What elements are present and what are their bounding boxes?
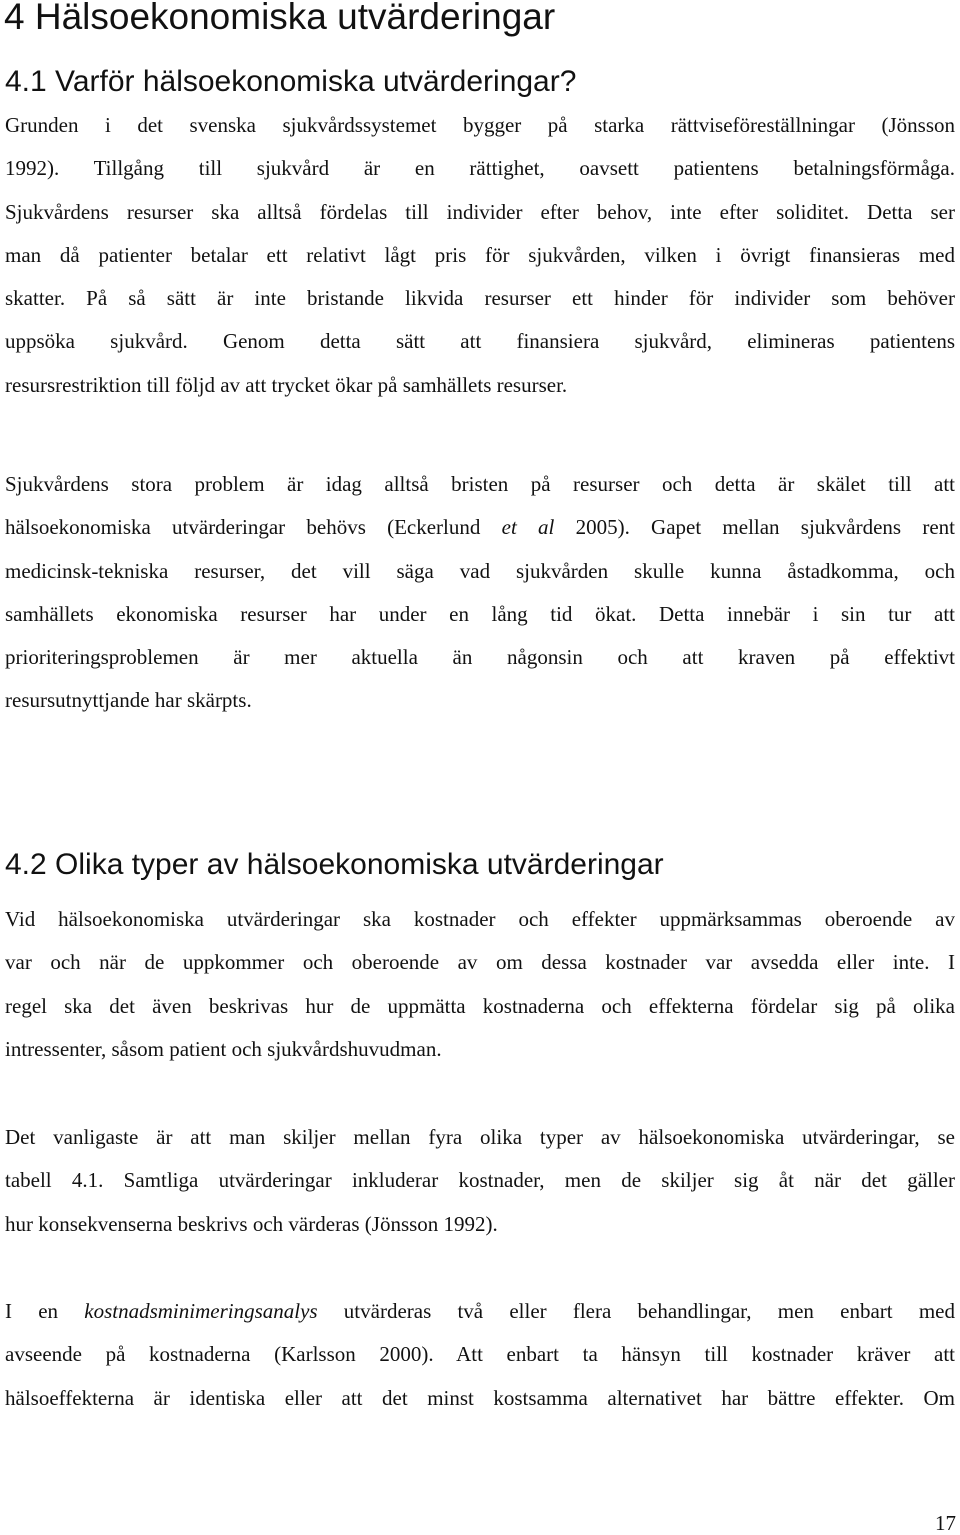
text-line: hur konsekvenserna beskrivs och värderas (Jönsson 1992). [5,1211,498,1236]
paragraph-why-health-economics [5,104,955,407]
chapter-heading: 4 Hälsoekonomiska utvärderingar [4,0,556,37]
text-segment: 2005). Gapet mellan sjukvårdens rent [554,515,955,540]
section-heading-4-2: 4.2 Olika typer av hälsoekonomiska utvärderingar [5,848,664,881]
italic-citation: et al [501,515,555,540]
text-line: prioriteringsproblemen är mer aktuella än någonsin och att kraven på effektivt [5,645,955,670]
text-line: Vid hälsoekonomiska utvärderingar ska kostnader och effekter uppmärksammas oberoende av [5,907,955,931]
text-line: resursutnyttjande har skärpts. [5,688,252,713]
text-line: hälsoeffekterna är identiska eller att det minst kostsamma alternativet har bättre effekter. Om [5,1385,955,1410]
text-line: avseende på kostnaderna (Karlsson 2000). Att enbart ta hänsyn till kostnader kräver att [5,1342,955,1367]
text-line: medicinsk-tekniska resurser, det vill säga vad sjukvården skulle kunna åstadkomma, och [5,558,955,583]
paragraph-cost-minimization [5,1290,955,1420]
text-line: man då patienter betalar ett relativt lågt pris för sjukvården, vilken i övrigt finansieras med [5,242,955,267]
text-line: Grunden i det svenska sjukvårdssystemet bygger på starka rättviseföreställningar (Jönsson [5,113,955,137]
text-line: uppsöka sjukvård. Genom detta sätt att finansiera sjukvård, elimineras patientens [5,329,955,354]
text-line: intressenter, såsom patient och sjukvårdshuvudman. [5,1036,442,1061]
text-line [5,506,955,549]
italic-term: kostnadsminimeringsanalys [84,1299,318,1323]
text-line: tabell 4.1. Samtliga utvärderingar inkluderar kostnader, men de skiljer sig åt när det gäller [5,1168,955,1193]
text-segment: I en [5,1299,85,1323]
paragraph-evaluation-principles [5,898,955,1071]
text-line: Sjukvårdens resurser ska alltså fördelas till individer efter behov, inte efter soliditet. Detta ser [5,199,955,224]
paragraph-resource-problem [5,463,955,723]
section-heading-4-1: 4.1 Varför hälsoekonomiska utvärderingar? [5,65,577,98]
text-line: Det vanligaste är att man skiljer mellan fyra olika typer av hälsoekonomiska utvärderingar, se [5,1125,955,1149]
page-number: 17 [935,1511,956,1535]
text-line [5,1290,955,1333]
text-line: skatter. På så sätt är inte bristande likvida resurser ett hinder för individer som behöver [5,286,955,311]
text-segment: utvärderas två eller flera behandlingar, men enbart med [317,1299,955,1323]
text-line: 1992). Tillgång till sjukvård är en rättighet, oavsett patientens betalningsförmåga. [5,156,955,181]
text-line: resursrestriktion till följd av att trycket ökar på samhällets resurser. [5,372,568,397]
text-line: var och när de uppkommer och oberoende av om dessa kostnader var avsedda eller inte. I [5,950,955,975]
text-segment: hälsoekonomiska utvärderingar behövs (Eckerlund [5,515,502,540]
text-line: Sjukvårdens stora problem är idag alltså bristen på resurser och detta är skälet till att [5,472,955,496]
text-line: samhällets ekonomiska resurser har under en lång tid ökat. Detta innebär i sin tur att [5,601,955,626]
paragraph-four-types [5,1116,955,1246]
text-line: regel ska det även beskrivas hur de uppmätta kostnaderna och effekterna fördelar sig på olika [5,993,955,1018]
